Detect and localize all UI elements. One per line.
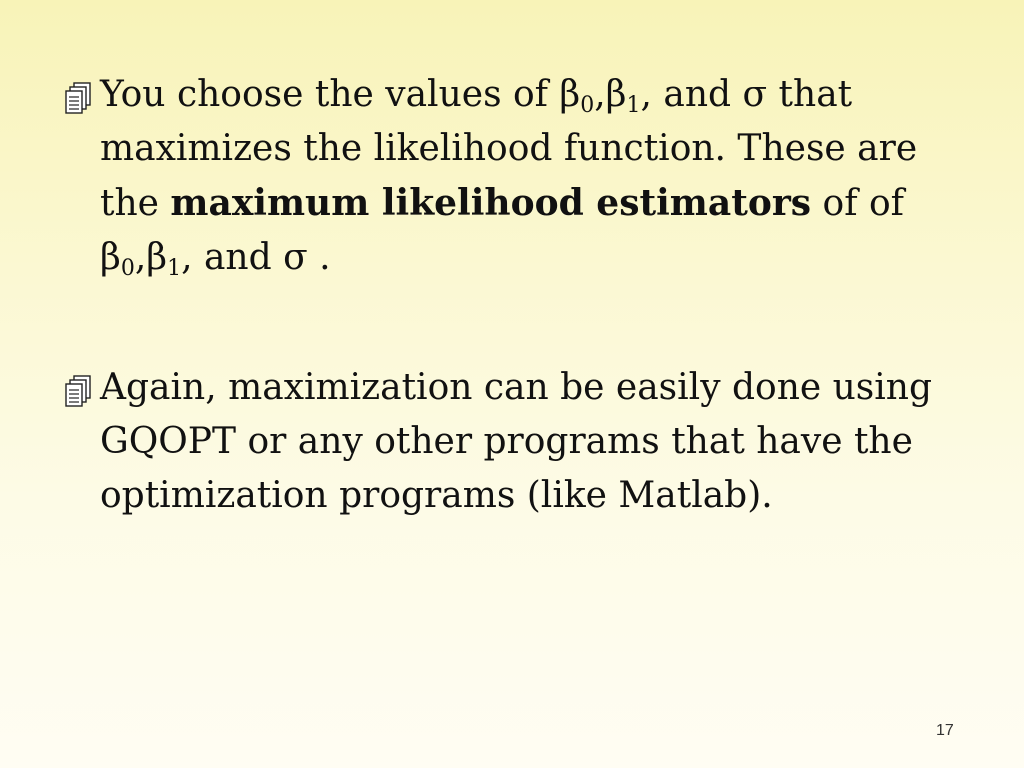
subscript-0: 0 — [120, 256, 135, 281]
bullet-text-1b: ,β — [594, 74, 627, 115]
bullet-text-1f: , and σ . — [181, 237, 331, 278]
subscript-0: 0 — [580, 93, 595, 118]
bullet-text-1a: You choose the values of β — [100, 74, 581, 115]
bullet-text-2: Again, maximization can be easily done using GQOPT or any other programs that have the optimization programs (like Matlab). — [100, 367, 933, 516]
subscript-1: 1 — [167, 256, 182, 281]
bullet-item-mle-definition — [100, 68, 960, 285]
bullet-text-1e: ,β — [134, 237, 168, 278]
stacked-documents-icon — [60, 81, 94, 115]
bullet-text-1d: of of β — [100, 183, 904, 278]
bold-term: maximum likelihood estimators — [170, 182, 812, 224]
bullet-item-maximization — [100, 361, 960, 523]
bullet-text-1c: , and σ that maximizes the likelihood function. These are the — [100, 74, 918, 224]
page-number: 17 — [936, 722, 954, 739]
subscript-1: 1 — [626, 93, 641, 118]
stacked-documents-icon — [60, 374, 94, 408]
